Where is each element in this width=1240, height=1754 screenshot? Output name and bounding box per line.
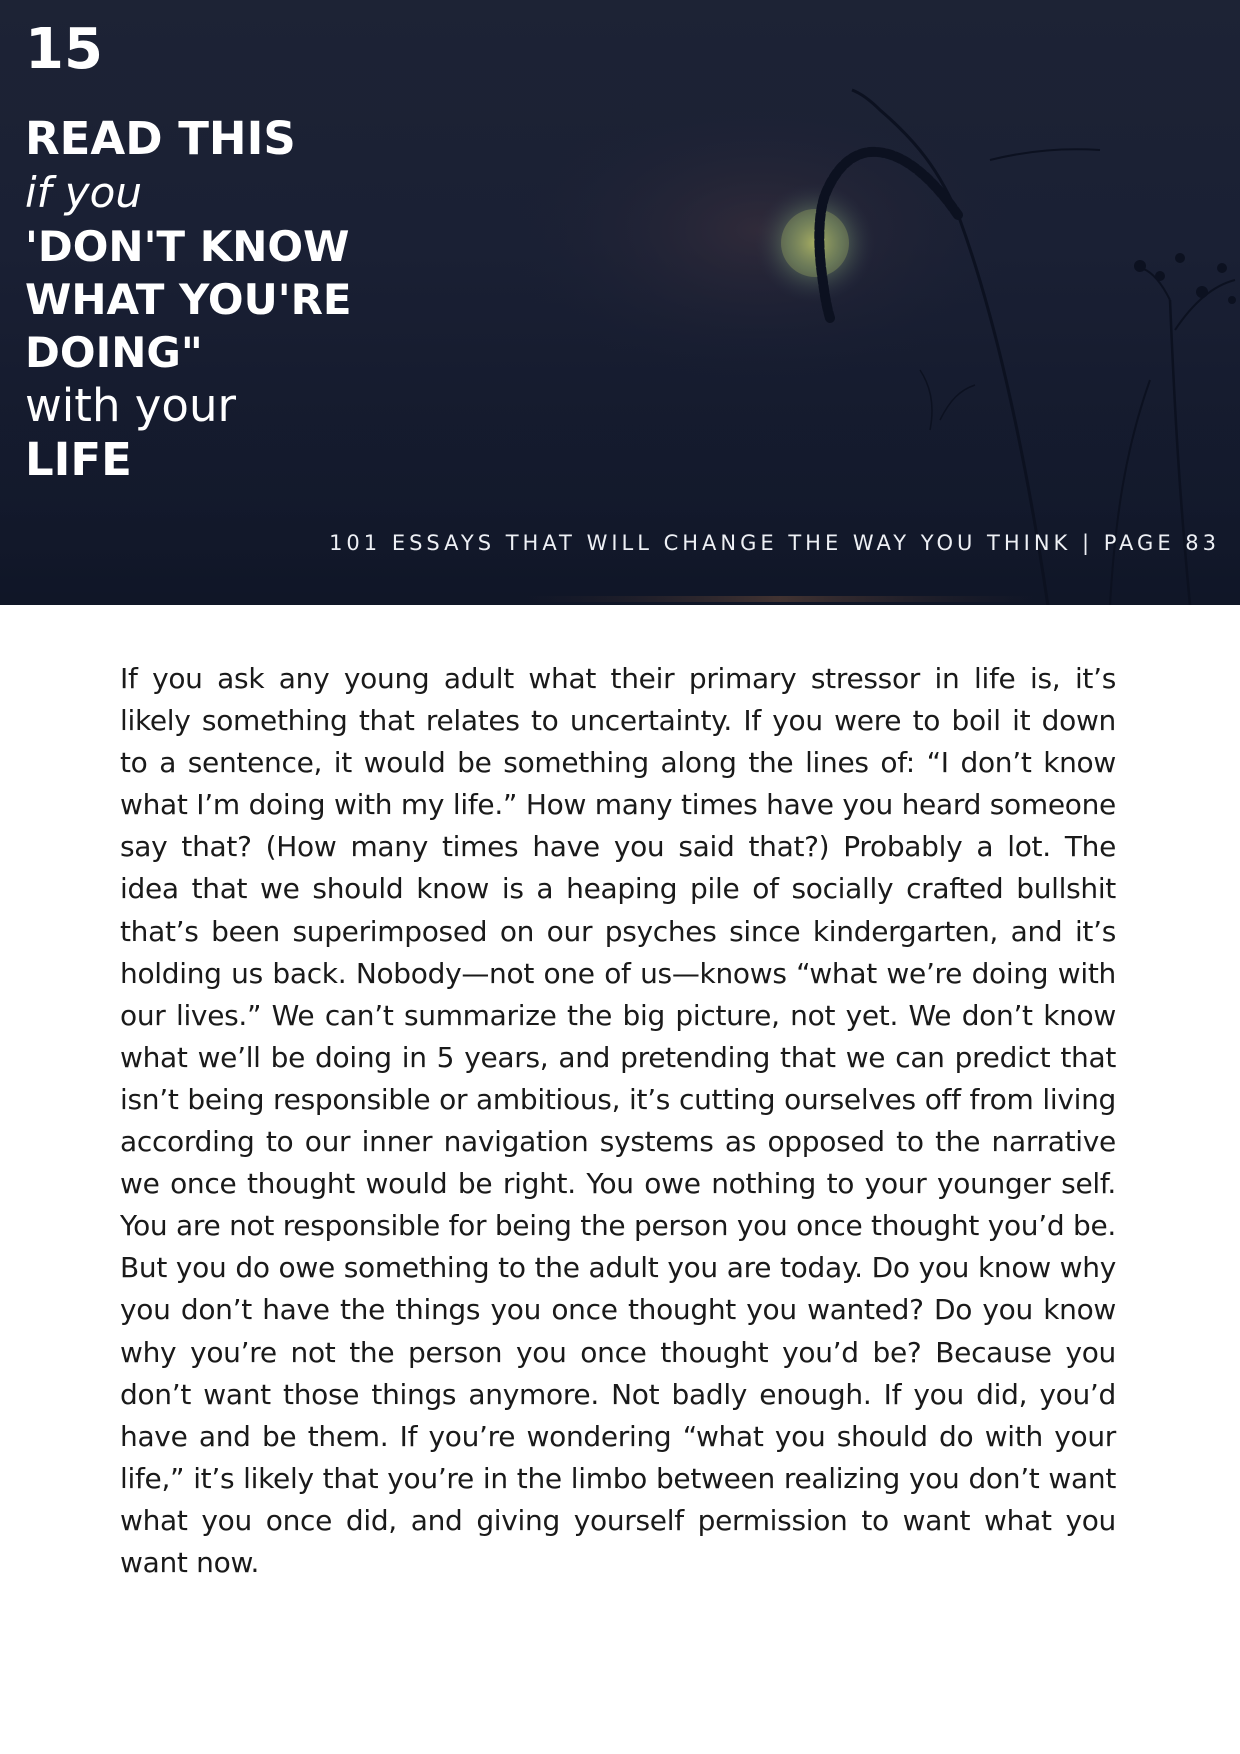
title-line-doing: DOING" — [25, 328, 203, 377]
body-paragraph: If you ask any young adult what their primary stressor in life is, it’s likely something that relates to uncertainty. If you were to boil it down to a sentence, it would be something along the lines of: “I don’t know what I’m doing with my life.” How many times have you heard someone say that? (How many times have you said that?) Probably a lot. The idea that we should know is a heaping pile of socially crafted bullshit that’s been superimposed on our psyches since kindergarten, and it’s holding us back. Nobody—not one of us—knows “what we’re doing with our lives.” We can’t summarize the big picture, not yet. We don’t know what we’ll be doing in 5 years, and pretending that we can predict that isn’t being responsible or ambitious, it’s cutting ourselves off from living according to our inner navigation systems as opposed to the narrative we once thought would be right. You owe nothing to your younger self. You are not responsible for being the person you once thought you’d be. But you do owe something to the adult you are today. Do you know why you don’t have the things you once thought you wanted? Do you know why you’re not the person you once thought you’d be? Because you don’t want those things anymore. Not badly enough. If you did, you’d have and be them. If you’re wondering “what you should do with your life,” it’s likely that you’re in the limbo between realizing you don’t want what you once did, and giving yourself permission to want what you want now. — [120, 662, 1116, 1579]
title-line-with-your: with your — [25, 379, 236, 432]
title-line-what-youre: WHAT YOU'RE — [25, 275, 352, 324]
chapter-number: 15 — [25, 17, 103, 82]
title-line-if-you: if you — [25, 168, 142, 217]
title-line-dont-know: 'DON'T KNOW — [25, 222, 350, 271]
title-line-life: LIFE — [25, 433, 132, 486]
hero-banner — [0, 0, 1240, 605]
running-header-page-number: 101 ESSAYS THAT WILL CHANGE THE WAY YOU THINK | PAGE 83 — [329, 531, 1220, 555]
chapter-title — [25, 112, 352, 487]
title-line-read-this: READ THIS — [25, 112, 296, 165]
